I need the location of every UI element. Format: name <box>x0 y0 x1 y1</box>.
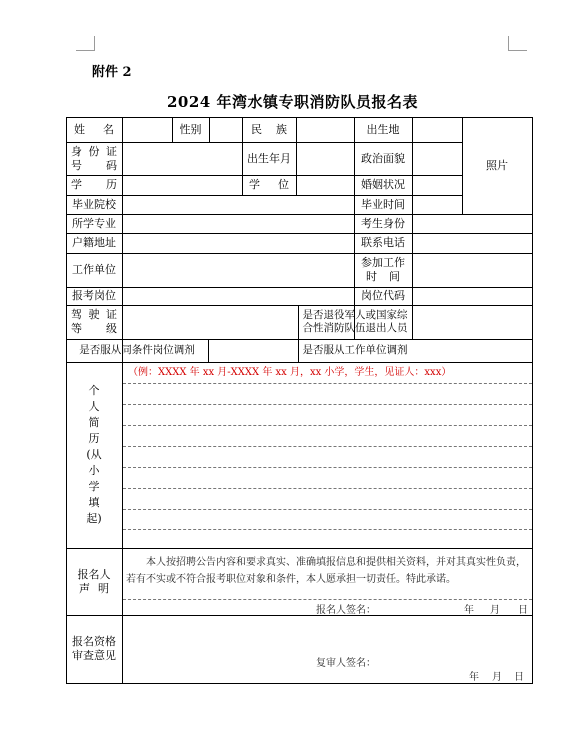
name-label: 姓 名 <box>74 122 114 136</box>
resume-line <box>123 529 532 530</box>
declaration-sign-line <box>123 599 532 600</box>
resume-label-char: 个 <box>88 384 100 397</box>
middle-value-divider <box>296 142 297 195</box>
transfer-divider <box>208 339 209 362</box>
resume-label-char: 人 <box>88 400 100 413</box>
photo-label: 照片 <box>486 158 508 172</box>
row1-divider <box>296 117 297 142</box>
resume-label-char: 小 <box>88 464 100 477</box>
declaration-label: 报名人 声 明 <box>77 567 111 595</box>
employer-transfer-label: 是否服从工作单位调剂 <box>302 343 408 356</box>
resume-label-char: (从 <box>86 448 102 461</box>
review-label: 报名资格 审查意见 <box>72 635 116 662</box>
resume-line <box>123 509 532 510</box>
household-label: 户籍地址 <box>72 236 116 250</box>
review-date-year: 年 <box>469 672 479 683</box>
crop-mark-top-right <box>508 36 527 51</box>
resume-line <box>123 488 532 489</box>
major-label: 所学专业 <box>72 216 116 230</box>
resume-label-char: 填 <box>88 496 100 509</box>
birth-date-label: 出生年月 <box>247 151 291 165</box>
degree-label: 学 位 <box>249 178 289 192</box>
resume-label-char: 学 <box>88 480 100 493</box>
work-start-label: 参加工作 时 间 <box>361 256 405 283</box>
license-label: 驾 驶 证 等 级 <box>71 308 117 335</box>
row1-divider <box>209 117 210 142</box>
employer-label: 工作单位 <box>72 263 116 277</box>
review-date-month: 月 <box>492 672 502 683</box>
applicant-date-year: 年 <box>464 605 474 616</box>
form-title: 2024 年湾水镇专职消防队员报名表 <box>167 93 418 111</box>
resume-line <box>123 404 532 405</box>
birthplace-label: 出生地 <box>366 122 400 136</box>
resume-line <box>123 383 532 384</box>
row-line <box>66 615 533 616</box>
border-bottom <box>66 683 533 684</box>
resume-label-char: 历 <box>88 432 100 445</box>
marital-status-label: 婚姻状况 <box>361 178 405 192</box>
row-line <box>66 214 533 215</box>
gender-label: 性别 <box>179 122 202 136</box>
resume-line <box>123 467 532 468</box>
row-line <box>66 287 533 288</box>
crop-mark-top-left <box>76 36 95 51</box>
grad-time-label: 毕业时间 <box>361 197 405 211</box>
ethnicity-label: 民 族 <box>251 122 287 136</box>
right-value-divider <box>412 117 413 339</box>
resume-label <box>66 362 122 548</box>
row-line <box>66 253 533 254</box>
position-applied-label: 报考岗位 <box>72 289 116 303</box>
resume-label-char: 简 <box>88 416 100 429</box>
row-line <box>66 233 533 234</box>
school-label: 毕业院校 <box>72 197 116 211</box>
candidate-type-label: 考生身份 <box>361 216 405 230</box>
row-line <box>66 548 533 549</box>
resume-line <box>123 446 532 447</box>
annex-label: 附件 2 <box>92 65 132 80</box>
education-label: 学 历 <box>71 178 117 192</box>
position-code-label: 岗位代码 <box>361 289 405 303</box>
political-status-label: 政治面貌 <box>361 151 405 165</box>
resume-example-text: （例：XXXX 年 xx 月-XXXX 年 xx 月，xx 小学，学生，见证人：xxx） <box>128 367 452 378</box>
review-date-day: 日 <box>514 672 524 683</box>
applicant-signature-label: 报名人签名： <box>316 605 376 616</box>
veteran-label: 是否退役军人或国家综 合性消防队伍退出人员 <box>302 308 408 334</box>
border-right <box>532 117 533 684</box>
applicant-date-day: 日 <box>518 605 528 616</box>
applicant-date-month: 月 <box>490 605 500 616</box>
resume-line <box>123 425 532 426</box>
id-number-label: 身 份 证 号 码 <box>71 144 117 172</box>
declaration-text: 本人按招聘公告内容和要求真实、准确填报信息和提供相关资料，并对其真实性负责，若有不实或不符合报考职位对象和条件，本人愿承担一切责任。特此承诺。 <box>126 557 526 585</box>
registration-form-table <box>66 117 533 684</box>
reviewer-signature-label: 复审人签名： <box>316 658 376 669</box>
resume-label-char: 起) <box>86 512 102 525</box>
phone-label: 联系电话 <box>361 236 405 250</box>
same-condition-transfer-label: 是否服从同条件岗位调剂 <box>79 343 195 356</box>
